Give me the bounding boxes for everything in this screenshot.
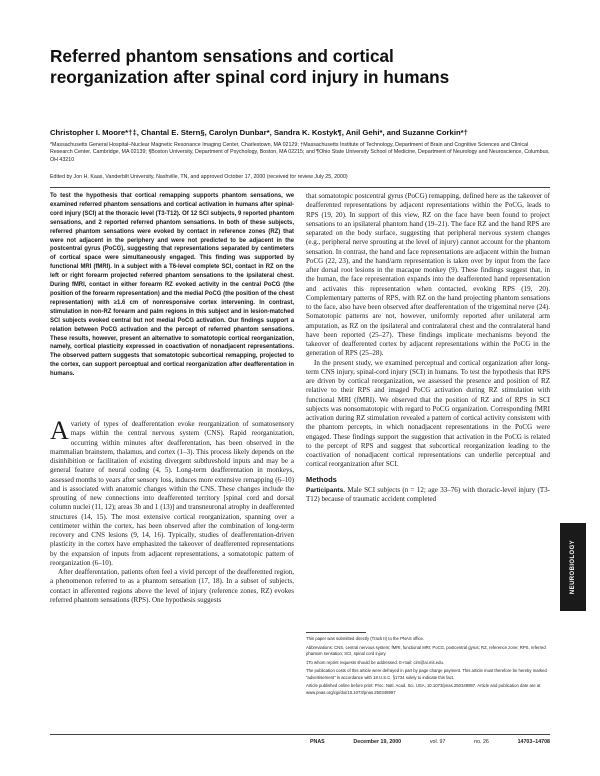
- abstract: To test the hypothesis that cortical remapping supports phantom sensations, we examined referred phantom sensations and cortical activation in humans after spinal-cord injury (SCI) at the thoracic level (T3-T12). Of 12 SCI subjects, 9 reported phantom sensations, and 2 reported referred phantom sensations. In both of these subjects, referred phantom sensations were evoked by contact in reference zones (RZ) that were not adjacent in the periphery and were not predicted to be adjacent in the postcentral gyrus (PoCG), suggesting that representations separated by centimeters of cortical space were simultaneously engaged. This finding was supported by functional MRI (fMRI). In a subject with a T6-level complete SCI, contact in RZ on the left or right forearm projected referred phantom sensations to the ipsilateral chest. During fMRI, contact in either forearm RZ evoked activity in the central PoCG (the position of the forearm representation) and the medial PoCG (the position of the chest representation) with ≥1.6 cm of nonresponsive cortex intervening. In contrast, stimulation in non-RZ forearm and palm regions in this subject and in lesion-matched SCI subjects evoked central but not medial PoCG activation. Our findings support a relation between PoCG activation and the percept of referred phantom sensations. These results, however, present an alternative to somatotopic cortical reorganization, namely, cortical plasticity expressed in coactivation of nonadjacent representations. The observed pattern suggests that somatotopic subcortical remapping, projected to the cortex, can support perceptual and cortical reorganization after deafferentation in humans.: [50, 193, 294, 378]
- participants-paragraph: [306, 486, 550, 505]
- footnote: The publication costs of this article were defrayed in part by page charge payment. This article must therefore be hereby marked “advertisement” in accordance with 18 U.S.C. §1734 solely to indicate this fact.: [306, 668, 547, 680]
- footnote: Abbreviations: CNS, central nervous system; fMRI, functional MRI; PoCG, postcentral gyrus; RZ, reference zone; RPS, referred phantom sensation; SCI, spinal cord injury.: [306, 644, 546, 656]
- footer-journal: PNAS: [310, 739, 325, 745]
- intro-paragraph-2: After deafferentation, patients often feel a vivid percept of the deafferented region, a phenomenon referred to as a phantom sensation (17, 18). In a subset of subjects, contact in afferented regions above the level of injury (reference zones, RZ) evokes referred phantom sensations (RPS). One hypothesis suggests: [50, 568, 294, 604]
- article-title: Referred phantom sensations and cortical reorganization after spinal cord injury in humans: [50, 46, 450, 87]
- footer-pages: 14703–14708: [517, 739, 550, 745]
- edited-by-line: Edited by Jon H. Kaas, Vanderbilt University, Nashville, TN, and approved October 17, 2000 (received for review July 25, 2000): [50, 174, 348, 180]
- section-tab-label: NEUROBIOLOGY: [570, 539, 576, 595]
- header-divider: [50, 187, 550, 188]
- introduction: [50, 416, 294, 605]
- intro-paragraph-1-text: variety of types of deafferentation evoke reorganization of somatosensory maps within the central nervous system (CNS). Rapid reorganization, occurring within minutes after deafferentation, has been observed in the mammalian brainstem, thalamus, and cortex (1–3). This process likely depends on the disinhibition or facilitation of existing divergent subthreshold inputs and may be a general feature of neural coding (4, 5). Long-term deafferentation in monkeys, assessed months to years after sensory loss, induces more extensive remapping (6–10) and is associated with anatomic changes within the CNS. These changes include the sprouting of new connections into deafferented territory [spinal cord and dorsal column nuclei (11, 12); areas 3b and 1 (13)] and transneuronal atrophy in deafferented structures (14, 15). The most extensive cortical reorganization, spanning over a centimeter within the cortex, has been observed after the combination of long-term recovery and CNS lesions (9, 14, 16). Typically, studies of deafferentation-driven plasticity in the cortex have emphasized the takeover of deafferented representations by the expansion of inputs from adjacent representations, a somatotopic pattern of reorganization (6–10).: [50, 420, 294, 567]
- author-list: Christopher I. Moore*†‡, Chantal E. Stern§, Carolyn Dunbar*, Sandra K. Kostyk¶, Anil Gehi*, and Suzanne Corkin*†: [50, 128, 468, 137]
- footer-issue: no. 26: [474, 739, 489, 745]
- affiliations: *Massachusetts General Hospital–Nuclear Magnetic Resonance Imaging Center, Charlestown, MA 02129; †Massachusetts Institute of Technology, Department of Brain and Cognitive Sciences and Clinical Research Center, Cambridge, MA 02139; §Boston University, Department of Psychology, Boston, MA 02215; and ¶Ohio State University School of Medicine, Department of Neurology and Neuroscience, Columbus, OH 43210: [50, 142, 550, 163]
- footnotes: [306, 636, 550, 698]
- drop-cap: A: [50, 416, 69, 445]
- right-column: [306, 192, 550, 504]
- participants-text: Male SCI subjects (n = 12; age 33–76) with thoracic-level injury (T3-T12) because of traumatic accident completed: [306, 485, 550, 503]
- footer-volume: vol. 97: [429, 739, 446, 745]
- body-paragraph-1: that somatotopic postcentral gyrus (PoCG) remapping, defined here as the takeover of deafferented representations by adjacent representations within the PoCG, leads to RPS (19, 20). In support of this view, RZ on the face have been found to project sensations to an ipsilateral phantom hand (19–21). The face RZ and the hand RPS are separated on the body surface, suggesting that peripheral nervous system changes (e.g., peripheral nerve sprouting at the level of injury) cannot account for the phantom sensation. In contrast, the hand and face representations are adjacent within the human PoCG (22, 23), and the hand/arm representation is taken over by input from the face after dorsal root lesions in the macaque monkey (9). These findings suggest that, in the human, the face representation expands into the deafferented hand representation and activates this representation when contacted, evoking RPS (19, 20). Complementary patterns of RPS, with RZ on the hand projecting phantom sensations to the face, also have been observed after deafferentation of the trigeminal nerve (24). Somatotopic patterns are not, however, uniformly reported after unilateral arm amputation, as RZ on the ipsilateral and contralateral chest and the contralateral hand have been reported (25–27). These findings implicate mechanisms beyond the takeover of deafferented cortex by adjacent representations within the PoCG in the generation of RPS (25–28).: [306, 192, 550, 358]
- participants-heading: Participants.: [306, 486, 346, 494]
- footer-divider: [50, 734, 550, 735]
- footnote-divider: [306, 632, 366, 633]
- footnote: This paper was submitted directly (Track II) to the PNAS office.: [306, 636, 425, 641]
- page-footer: [310, 739, 550, 745]
- intro-paragraph-1: [50, 416, 294, 568]
- methods-heading: Methods: [306, 474, 337, 484]
- body-paragraph-2: In the present study, we examined perceptual and cortical organization after long-term CNS injury, spinal-cord injury (SCI) in humans. To test the hypothesis that RPS are driven by cortical reorganization, we assessed the presence and position of RZ relative to their RPS and imaged PoCG activation during RZ stimulation with functional MRI (fMRI). We observed that the position of RZ and of RPS in SCI subjects was nonsomatotopic with regard to PoCG organization. Corresponding fMRI activation during RZ stimulation revealed a pattern of cortical activity consistent with the phantom percepts, in which nonadjacent representations in the PoCG were engaged. These findings support the suggestion that activation in the PoCG is related to the percept of RPS and suggest that subcortical reorganization leading to the coactivation of nonadjacent cortical representations can underlie perceptual and cortical reorganization after SCI.: [306, 358, 550, 469]
- footer-date: December 19, 2000: [353, 739, 402, 745]
- section-tab: [560, 523, 586, 611]
- footnote: Article published online before print: Proc. Natl. Acad. Sci. USA, 10.1073/pnas.250348997. Article and publication date are at www.pnas.org/cgi/doi/10.1073/pnas.250348997: [306, 683, 541, 695]
- footnote: ‡To whom reprint requests should be addressed. E-mail: cim@ai.mit.edu.: [306, 659, 445, 665]
